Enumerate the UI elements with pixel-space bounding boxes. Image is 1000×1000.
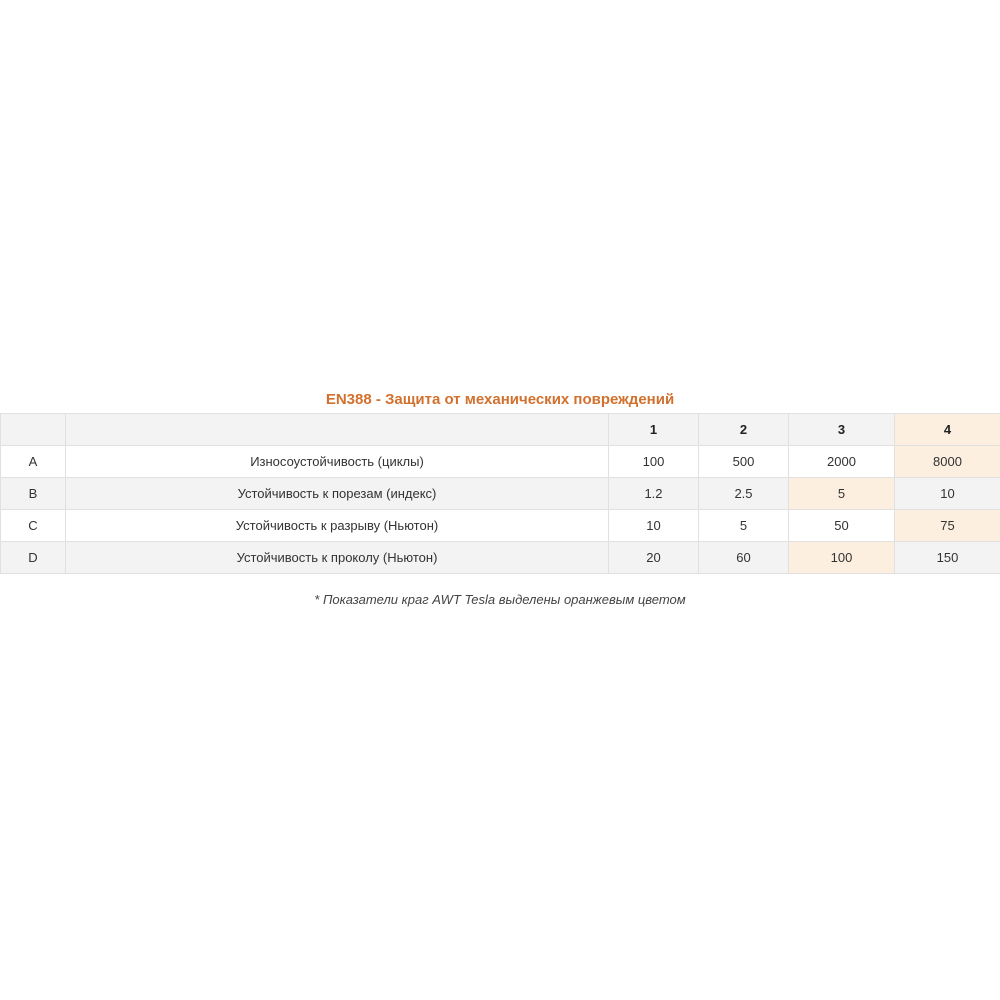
row-value-level-1: 100	[609, 446, 699, 478]
row-value-level-3: 2000	[789, 446, 895, 478]
table-row	[1, 478, 1000, 510]
row-name: Устойчивость к разрыву (Ньютон)	[66, 510, 609, 542]
row-value-level-3: 5	[789, 478, 895, 510]
header-row	[1, 414, 1000, 446]
header-cell-name	[66, 414, 609, 446]
header-cell-level-1: 1	[609, 414, 699, 446]
row-name: Износоустойчивость (циклы)	[66, 446, 609, 478]
row-letter: A	[1, 446, 66, 478]
header-cell-level-3: 3	[789, 414, 895, 446]
header-cell-level-4: 4	[895, 414, 1000, 446]
footnote: * Показатели краг AWT Tesla выделены оранжевым цветом	[314, 592, 686, 607]
row-value-level-4: 150	[895, 542, 1000, 574]
row-name: Устойчивость к порезам (индекс)	[66, 478, 609, 510]
table-title: EN388 - Защита от механических повреждений	[325, 391, 675, 408]
row-value-level-3: 50	[789, 510, 895, 542]
row-value-level-1: 1.2	[609, 478, 699, 510]
header-cell-level-2: 2	[699, 414, 789, 446]
row-letter: D	[1, 542, 66, 574]
table-row	[1, 510, 1000, 542]
row-value-level-2: 60	[699, 542, 789, 574]
row-value-level-4: 8000	[895, 446, 1000, 478]
row-letter: C	[1, 510, 66, 542]
row-value-level-2: 2.5	[699, 478, 789, 510]
row-value-level-4: 75	[895, 510, 1000, 542]
row-value-level-1: 20	[609, 542, 699, 574]
table-row	[1, 446, 1000, 478]
row-value-level-2: 5	[699, 510, 789, 542]
row-value-level-3: 100	[789, 542, 895, 574]
header-cell-letter	[1, 414, 66, 446]
row-value-level-4: 10	[895, 478, 1000, 510]
en388-table	[0, 413, 1000, 574]
table-row	[1, 542, 1000, 574]
row-value-level-2: 500	[699, 446, 789, 478]
row-letter: B	[1, 478, 66, 510]
row-name: Устойчивость к проколу (Ньютон)	[66, 542, 609, 574]
row-value-level-1: 10	[609, 510, 699, 542]
